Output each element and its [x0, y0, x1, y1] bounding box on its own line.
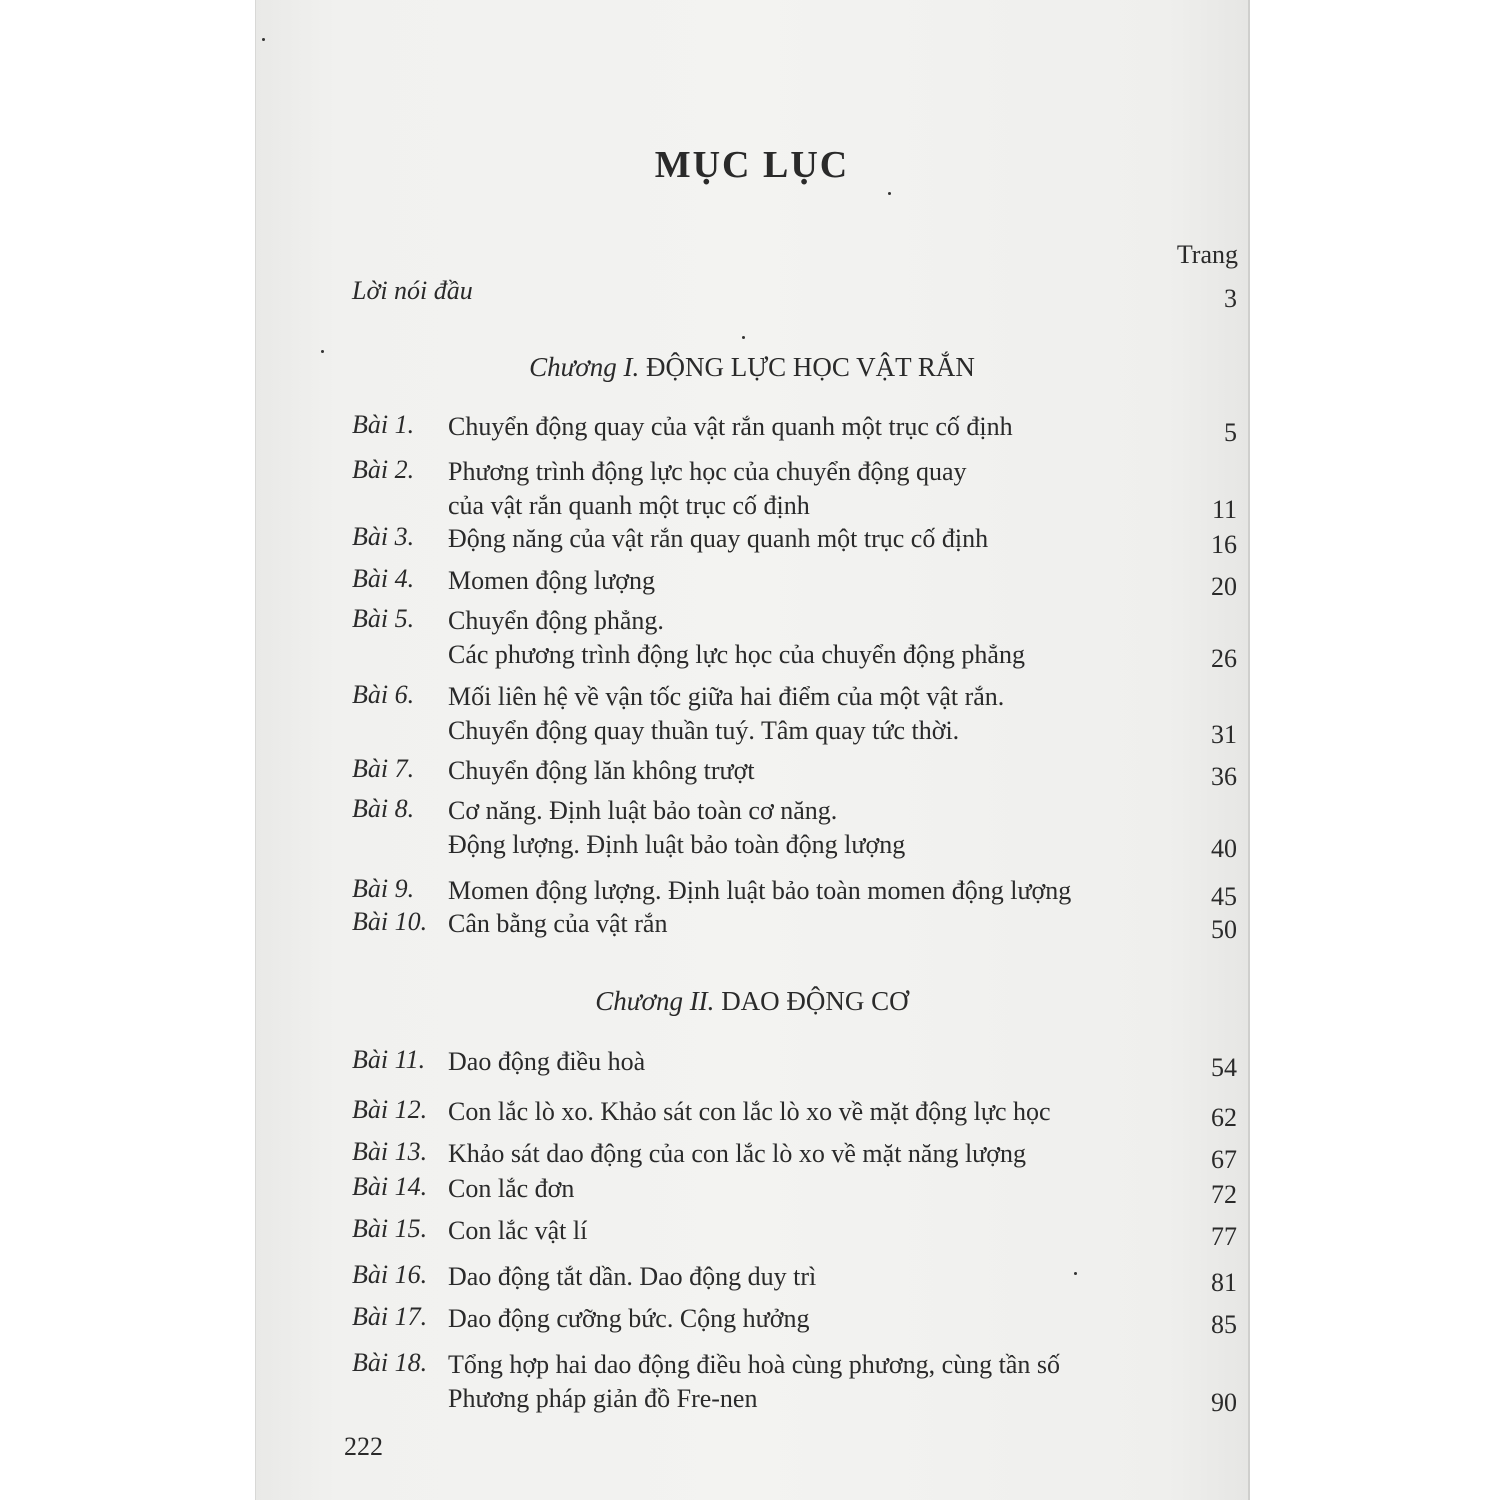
lesson-title: Mối liên hệ về vận tốc giữa hai điểm của một vật rắn.	[448, 682, 1005, 711]
chapter-heading-2	[256, 986, 1248, 1017]
lesson-label: Bài 10.	[352, 907, 428, 936]
page-title: MỤC LỤC	[654, 144, 850, 186]
lesson-label: Bài 8.	[352, 794, 415, 823]
lesson-title: Dao động cưỡng bức. Cộng hưởng	[448, 1304, 810, 1333]
lesson-page-number: 85	[1211, 1310, 1237, 1339]
chapter-heading-1	[256, 352, 1248, 383]
chapter-2-title: DAO ĐỘNG CƠ	[721, 986, 909, 1016]
lesson-label: Bài 5.	[352, 604, 415, 633]
lesson-title: Chuyển động lăn không trượt	[448, 756, 755, 785]
lesson-page-number: 16	[1211, 530, 1237, 559]
lesson-label: Bài 17.	[352, 1302, 428, 1331]
lesson-label: Bài 11.	[352, 1045, 426, 1074]
lesson-page-number: 36	[1211, 762, 1237, 791]
lesson-page-number: 40	[1211, 834, 1237, 863]
lesson-page-number: 31	[1211, 720, 1237, 749]
lesson-label: Bài 13.	[352, 1137, 428, 1166]
lesson-page-number: 11	[1211, 495, 1237, 524]
lesson-page-number: 77	[1211, 1222, 1237, 1251]
lesson-title-continued: Các phương trình động lực học của chuyển động phẳng	[448, 640, 1025, 669]
speck	[1074, 1272, 1077, 1275]
lesson-label: Bài 1.	[352, 410, 415, 439]
lesson-page-number: 81	[1211, 1268, 1237, 1297]
lesson-label: Bài 18.	[352, 1348, 428, 1377]
lesson-page-number: 45	[1211, 882, 1237, 911]
lesson-label: Bài 7.	[352, 754, 415, 783]
speck	[888, 192, 891, 195]
lesson-page-number: 67	[1211, 1145, 1237, 1174]
lesson-title: Cân bằng của vật rắn	[448, 909, 668, 938]
lesson-title: Khảo sát dao động của con lắc lò xo về mặt năng lượng	[448, 1139, 1027, 1168]
lesson-title: Con lắc lò xo. Khảo sát con lắc lò xo về mặt động lực học	[448, 1097, 1051, 1126]
speck	[742, 336, 745, 339]
chapter-2-label: Chương II.	[595, 986, 715, 1016]
lesson-title-continued: Chuyển động quay thuần tuý. Tâm quay tức thời.	[448, 716, 960, 745]
lesson-page-number: 20	[1211, 572, 1237, 601]
book-page	[255, 0, 1250, 1500]
lesson-title-continued: của vật rắn quanh một trục cố định	[448, 491, 810, 520]
lesson-page-number: 90	[1211, 1388, 1237, 1417]
chapter-1-title: ĐỘNG LỰC HỌC VẬT RẮN	[645, 352, 975, 382]
lesson-title-continued: Phương pháp giản đồ Fre-nen	[448, 1384, 758, 1413]
speck	[262, 38, 265, 41]
lesson-label: Bài 9.	[352, 874, 415, 903]
footer-page-number: 222	[344, 1432, 383, 1461]
lesson-label: Bài 14.	[352, 1172, 428, 1201]
lesson-label: Bài 6.	[352, 680, 415, 709]
lesson-title: Chuyển động phẳng.	[448, 606, 664, 635]
chapter-1-label: Chương I.	[529, 352, 640, 382]
lesson-title: Phương trình động lực học của chuyển động quay	[448, 457, 967, 486]
speck	[321, 350, 324, 353]
lesson-title: Chuyển động quay của vật rắn quanh một trục cố định	[448, 412, 1013, 441]
lesson-label: Bài 16.	[352, 1260, 428, 1289]
lesson-page-number: 54	[1211, 1053, 1237, 1082]
lesson-label: Bài 3.	[352, 522, 415, 551]
lesson-title: Cơ năng. Định luật bảo toàn cơ năng.	[448, 796, 838, 825]
lesson-page-number: 5	[1224, 418, 1237, 447]
lesson-page-number: 72	[1211, 1180, 1237, 1209]
page-column-header: Trang	[1176, 240, 1238, 269]
preface-label: Lời nói đầu	[352, 276, 473, 305]
lesson-label: Bài 4.	[352, 564, 415, 593]
lesson-label: Bài 2.	[352, 455, 415, 484]
lesson-label: Bài 15.	[352, 1214, 428, 1243]
lesson-page-number: 62	[1211, 1103, 1237, 1132]
lesson-title: Con lắc vật lí	[448, 1216, 588, 1245]
preface-page: 3	[1224, 284, 1237, 313]
lesson-title: Momen động lượng	[448, 566, 655, 595]
lesson-title: Dao động tắt dần. Dao động duy trì	[448, 1262, 817, 1291]
lesson-title: Động năng của vật rắn quay quanh một trục cố định	[448, 524, 989, 553]
lesson-title: Tổng hợp hai dao động điều hoà cùng phương, cùng tần số	[448, 1350, 1061, 1379]
lesson-page-number: 50	[1211, 915, 1237, 944]
lesson-title: Dao động điều hoà	[448, 1047, 646, 1076]
lesson-title: Momen động lượng. Định luật bảo toàn momen động lượng	[448, 876, 1072, 905]
lesson-label: Bài 12.	[352, 1095, 428, 1124]
lesson-title-continued: Động lượng. Định luật bảo toàn động lượng	[448, 830, 906, 859]
lesson-title: Con lắc đơn	[448, 1174, 575, 1203]
lesson-page-number: 26	[1211, 644, 1237, 673]
